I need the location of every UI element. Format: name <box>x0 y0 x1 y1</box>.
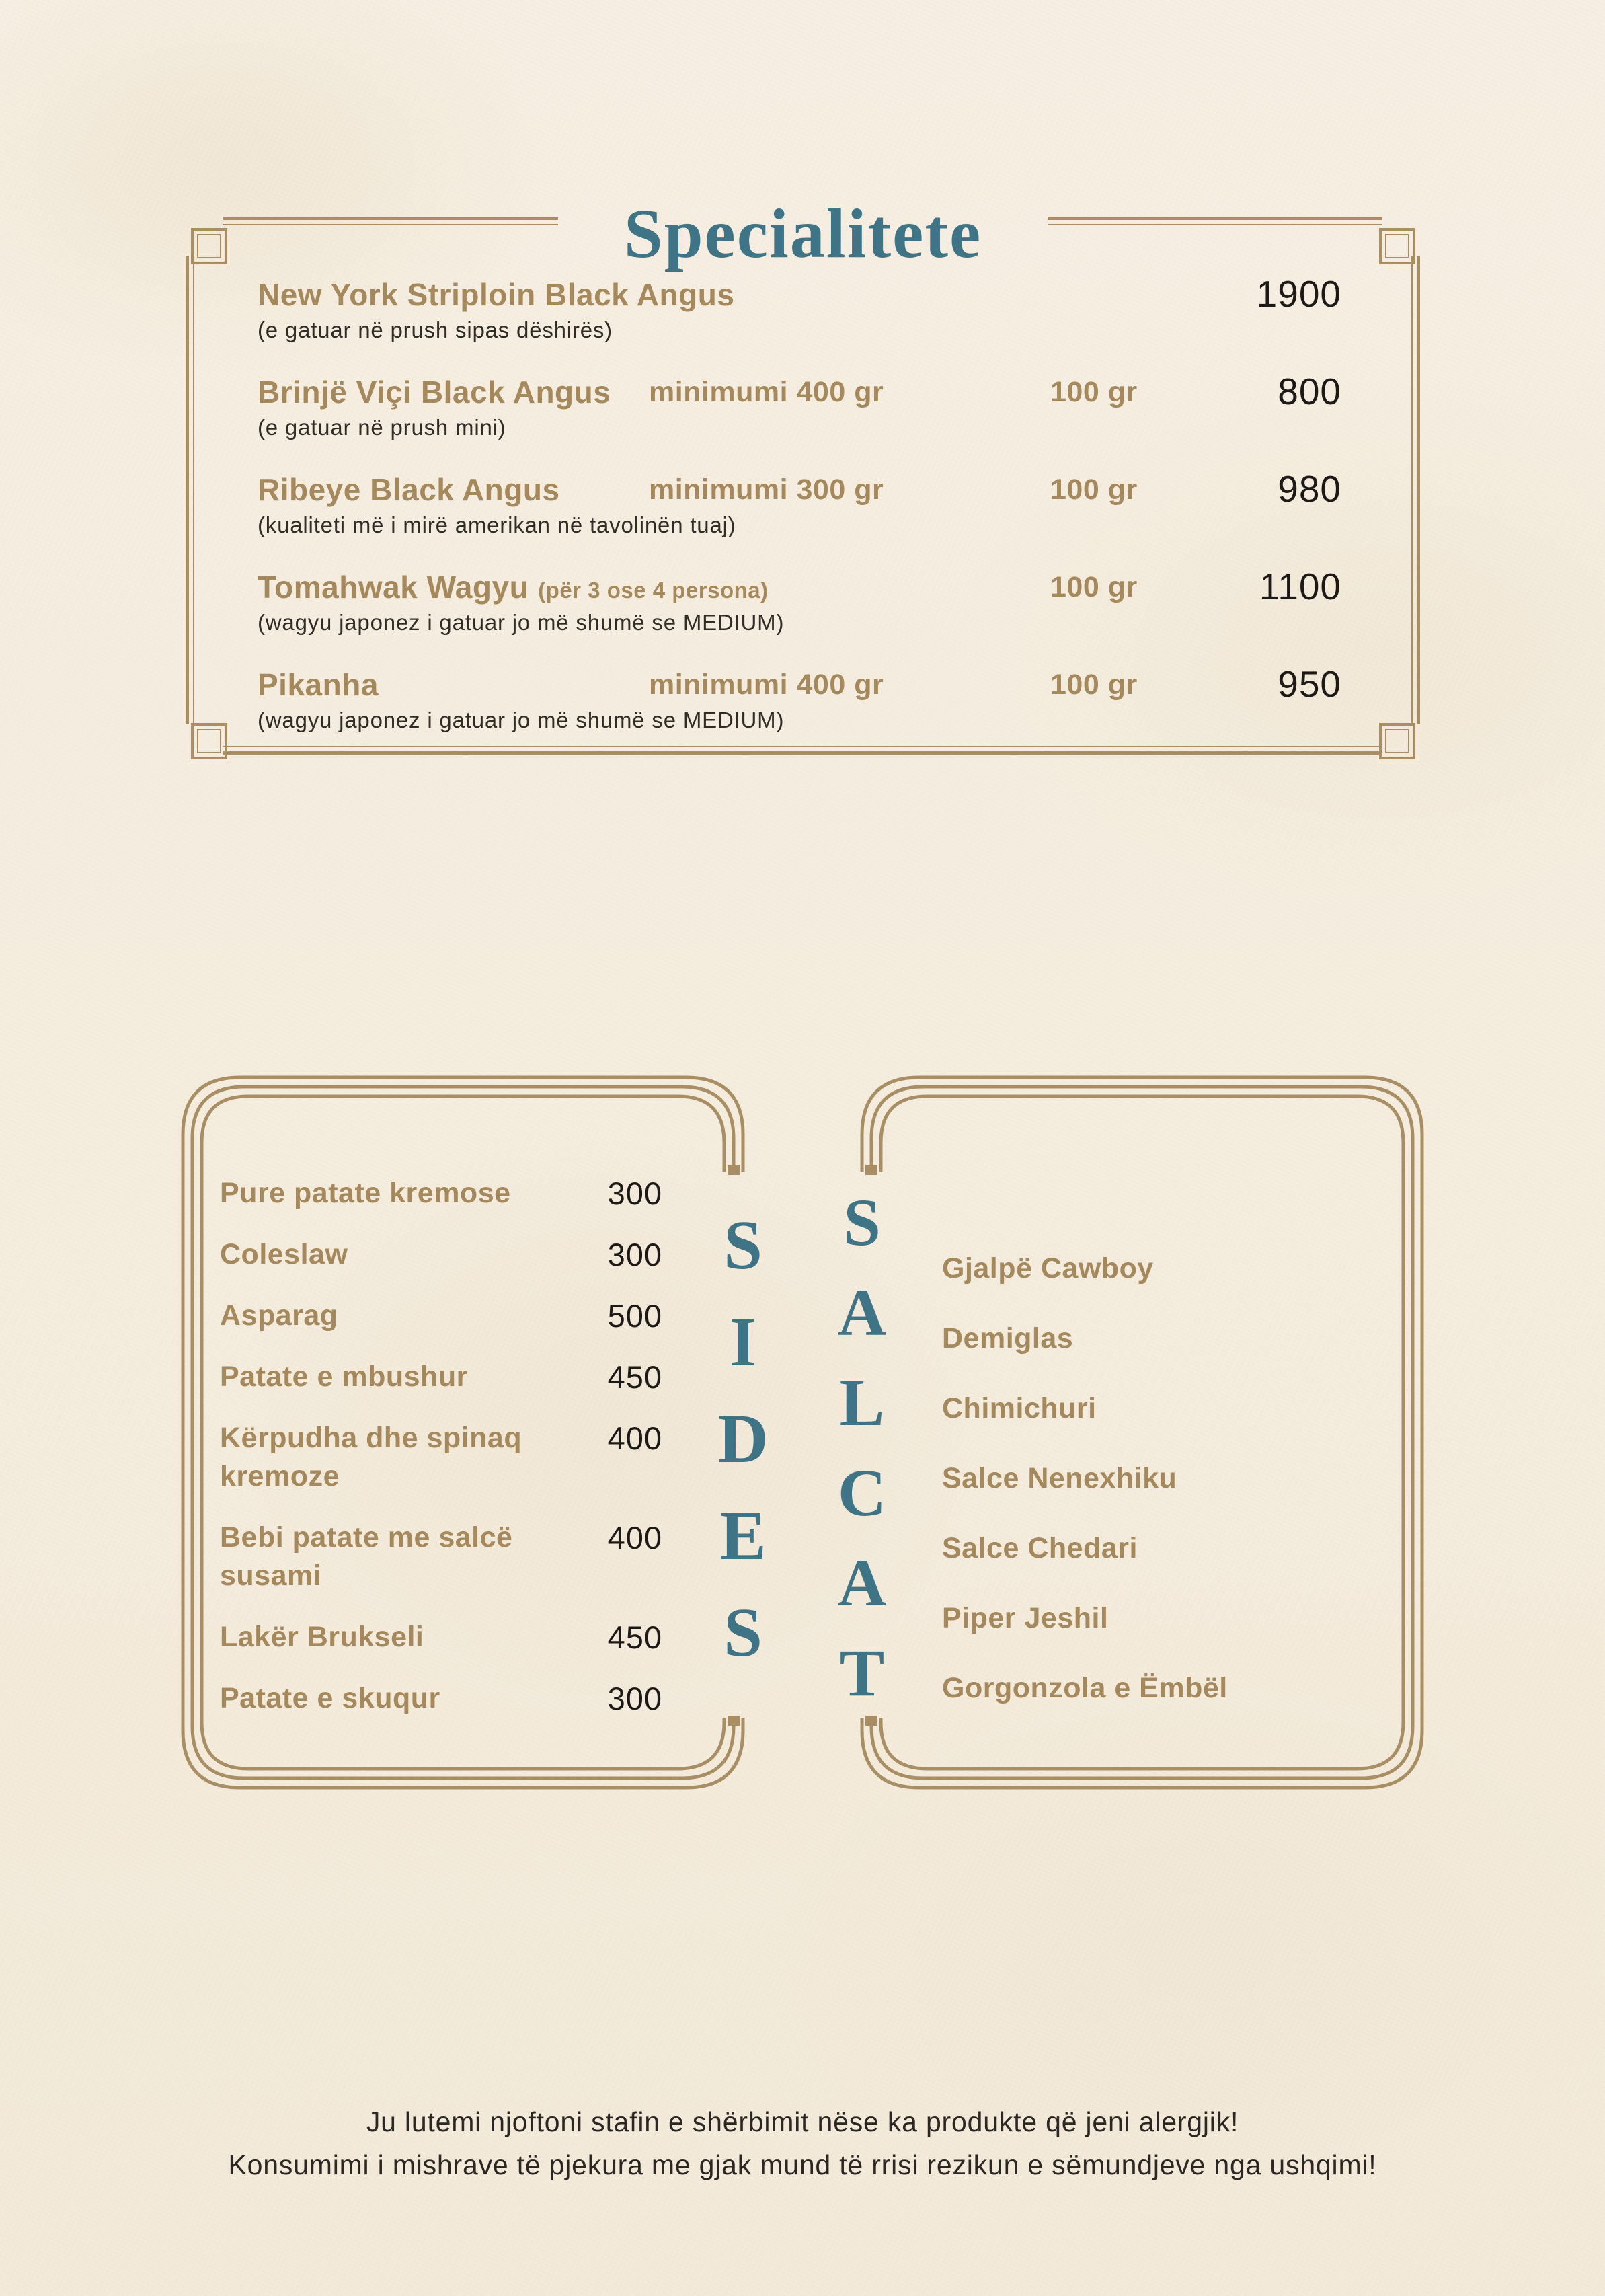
special-item-per-unit: 100 gr <box>1050 473 1138 506</box>
sides-list <box>220 1174 662 1740</box>
special-item-row <box>258 469 1341 541</box>
side-item-price: 400 <box>607 1420 662 1456</box>
allergy-notice: Ju lutemi njoftoni stafin e shërbimit nëse ka produkte që jeni alergjik! <box>366 2106 1239 2137</box>
vertical-letter: A <box>837 1275 887 1350</box>
vertical-letter: S <box>723 1207 762 1284</box>
special-item-row <box>258 567 1341 639</box>
side-item-row <box>220 1679 662 1718</box>
special-item-name: Tomahwak Wagyu <box>258 570 529 605</box>
side-item-name: Lakër Brukseli <box>220 1621 424 1653</box>
frame-corner-square <box>191 723 227 759</box>
special-item-name-suffix: (për 3 ose 4 persona) <box>538 578 769 603</box>
special-item-name: Brinjë Viçi Black Angus <box>258 375 611 410</box>
frame-left-line <box>186 256 194 724</box>
health-notice: Konsumimi i mishrave të pjekura me gjak mund të rrisi rezikun e sëmundjeve nga ushqimi! <box>228 2149 1377 2180</box>
special-item-price: 1100 <box>1259 566 1341 607</box>
vertical-letter: S <box>723 1594 762 1671</box>
sauces-vertical-label <box>820 1185 904 1710</box>
special-item-row <box>258 274 1341 346</box>
sauce-item-name: Gorgonzola e Ëmbël <box>942 1672 1228 1704</box>
special-item-price: 1900 <box>1256 273 1341 315</box>
sauces-list <box>942 1250 1372 1739</box>
vertical-letter: S <box>843 1185 881 1260</box>
special-item-note: (kualiteti më i mirë amerikan në tavolinën tuaj) <box>258 512 736 537</box>
vertical-letter: I <box>729 1303 757 1381</box>
sauce-item-name: Gjalpë Cawboy <box>942 1252 1154 1285</box>
special-item-note: (e gatuar në prush sipas dëshirës) <box>258 317 613 342</box>
vertical-letter: T <box>839 1636 885 1710</box>
special-item-name: Ribeye Black Angus <box>258 472 560 507</box>
special-item-price: 800 <box>1278 371 1341 412</box>
side-item-name: Pure patate kremose <box>220 1177 511 1209</box>
vertical-letter: A <box>837 1545 887 1620</box>
side-item-price: 300 <box>607 1237 662 1272</box>
sauce-item-name: Salce Chedari <box>942 1532 1138 1564</box>
side-item-price: 400 <box>607 1520 662 1556</box>
frame-corner-square <box>1379 723 1415 759</box>
section-title-specialitete: Specialitete <box>623 195 982 272</box>
special-item-per-unit: 100 gr <box>1050 376 1138 408</box>
side-item-name: Patate e skuqur <box>220 1682 440 1714</box>
sauce-item-name: Demiglas <box>942 1322 1074 1354</box>
vertical-letter: E <box>719 1497 767 1574</box>
special-item-per-unit: 100 gr <box>1050 668 1138 701</box>
special-item-name: New York Striploin Black Angus <box>258 277 735 312</box>
sauce-item-name: Chimichuri <box>942 1392 1097 1424</box>
side-item-row <box>220 1235 662 1274</box>
side-item-row <box>220 1618 662 1656</box>
sides-vertical-label <box>701 1207 785 1671</box>
special-item-name-line <box>258 274 1341 315</box>
side-item-name: Kërpudha dhe spinaq kremoze <box>220 1422 522 1492</box>
frame-right-line <box>1411 256 1420 724</box>
special-item-price: 980 <box>1278 468 1341 510</box>
side-item-row <box>220 1519 662 1595</box>
special-item-note: (wagyu japonez i gatuar jo më shumë se MEDIUM) <box>258 610 785 635</box>
side-item-name: Asparag <box>220 1299 338 1332</box>
special-item-minimum: minimumi 300 gr <box>649 473 884 506</box>
side-item-price: 450 <box>607 1359 662 1395</box>
specials-list <box>258 274 1341 762</box>
special-item-note: (e gatuar në prush mini) <box>258 415 506 440</box>
side-item-row <box>220 1358 662 1396</box>
side-item-row <box>220 1419 662 1496</box>
special-item-name-line <box>258 567 1341 607</box>
side-item-price: 300 <box>607 1681 662 1716</box>
side-item-row <box>220 1297 662 1335</box>
special-item-note: (wagyu japonez i gatuar jo më shumë se MEDIUM) <box>258 707 785 732</box>
sauce-item-name: Piper Jeshil <box>942 1602 1109 1634</box>
special-item-price: 950 <box>1278 663 1341 705</box>
vertical-letter: C <box>837 1455 887 1530</box>
special-item-minimum: minimumi 400 gr <box>649 376 884 408</box>
vertical-letter: L <box>839 1365 885 1440</box>
vertical-letter: D <box>717 1400 769 1478</box>
side-item-price: 300 <box>607 1176 662 1211</box>
side-item-row <box>220 1174 662 1213</box>
side-item-name: Patate e mbushur <box>220 1361 468 1393</box>
special-item-row <box>258 372 1341 444</box>
side-item-price: 450 <box>607 1619 662 1655</box>
sauce-item-name: Salce Nenexhiku <box>942 1462 1177 1494</box>
special-item-row <box>258 664 1341 736</box>
special-item-name: Pikanha <box>258 667 379 702</box>
side-item-name: Bebi patate me salcë susami <box>220 1521 513 1592</box>
special-item-minimum: minimumi 400 gr <box>649 668 884 701</box>
side-item-name: Coleslaw <box>220 1238 348 1270</box>
side-item-price: 500 <box>607 1298 662 1334</box>
special-item-per-unit: 100 gr <box>1050 571 1138 603</box>
